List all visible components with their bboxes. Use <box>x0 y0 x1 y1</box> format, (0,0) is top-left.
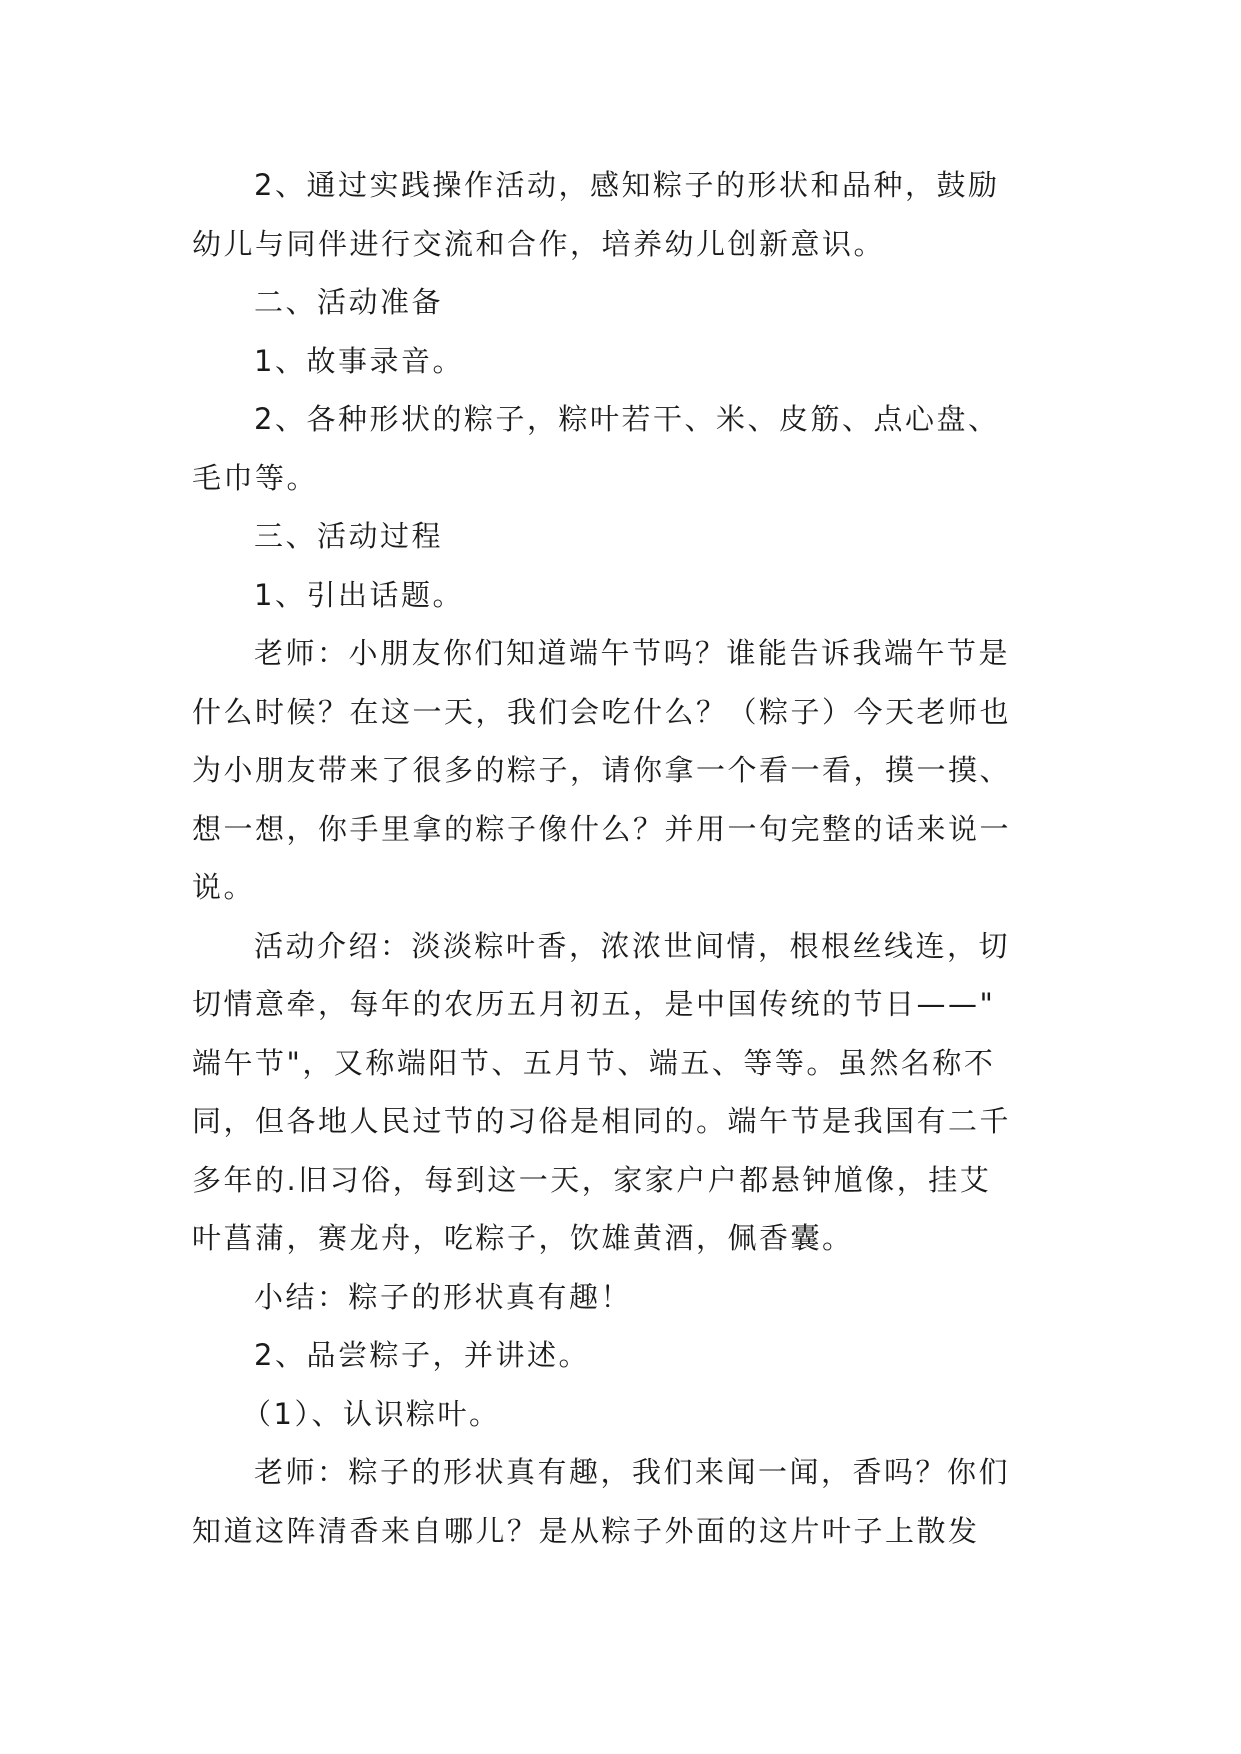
text-line: 多年的.旧习俗，每到这一天，家家户户都悬钟馗像，挂艾 <box>192 1162 992 1197</box>
text-line: 什么时候？在这一天，我们会吃什么？（粽子）今天老师也 <box>192 694 1012 729</box>
text-line: 切情意牵，每年的农历五月初五，是中国传统的节日——" <box>192 987 996 1021</box>
text-line: （1）、认识粽叶。 <box>242 1396 501 1431</box>
text-line: 毛巾等。 <box>192 460 319 495</box>
text-line: 老师：小朋友你们知道端午节吗？谁能告诉我端午节是 <box>254 636 1011 670</box>
text-line: 端午节"，又称端阳节、五月节、端五、等等。虽然名称不 <box>192 1045 996 1080</box>
section-heading: 三、活动过程 <box>254 519 444 553</box>
text-line: 为小朋友带来了很多的粽子，请你拿一个看一看，摸一摸、 <box>192 753 1012 787</box>
text-line: 1、引出话题。 <box>254 577 464 612</box>
text-line: 2、品尝粽子，并讲述。 <box>254 1338 590 1372</box>
text-line: 活动介绍：淡淡粽叶香，浓浓世间情，根根丝线连，切 <box>254 928 1011 963</box>
text-line: 叶菖蒲，赛龙舟，吃粽子，饮雄黄酒，佩香囊。 <box>192 1221 854 1255</box>
section-heading: 二、活动准备 <box>254 285 444 319</box>
document-body <box>192 156 1062 1560</box>
text-line: 知道这阵清香来自哪儿？是从粽子外面的这片叶子上散发 <box>192 1513 980 1548</box>
text-line: 老师：粽子的形状真有趣，我们来闻一闻，香吗？你们 <box>254 1455 1011 1489</box>
text-line: 想一想，你手里拿的粽子像什么？并用一句完整的话来说一 <box>192 811 1012 846</box>
text-line: 2、各种形状的粽子，粽叶若干、米、皮筋、点心盘、 <box>254 402 1000 436</box>
text-line: 幼儿与同伴进行交流和合作，培养幼儿创新意识。 <box>192 226 886 261</box>
text-line: 小结：粽子的形状真有趣！ <box>254 1279 633 1314</box>
text-line: 1、故事录音。 <box>254 343 464 378</box>
text-line: 同，但各地人民过节的习俗是相同的。端午节是我国有二千 <box>192 1104 1012 1138</box>
text-line: 2、通过实践操作活动，感知粽子的形状和品种，鼓励 <box>254 168 1000 202</box>
text-line: 说。 <box>192 870 256 904</box>
